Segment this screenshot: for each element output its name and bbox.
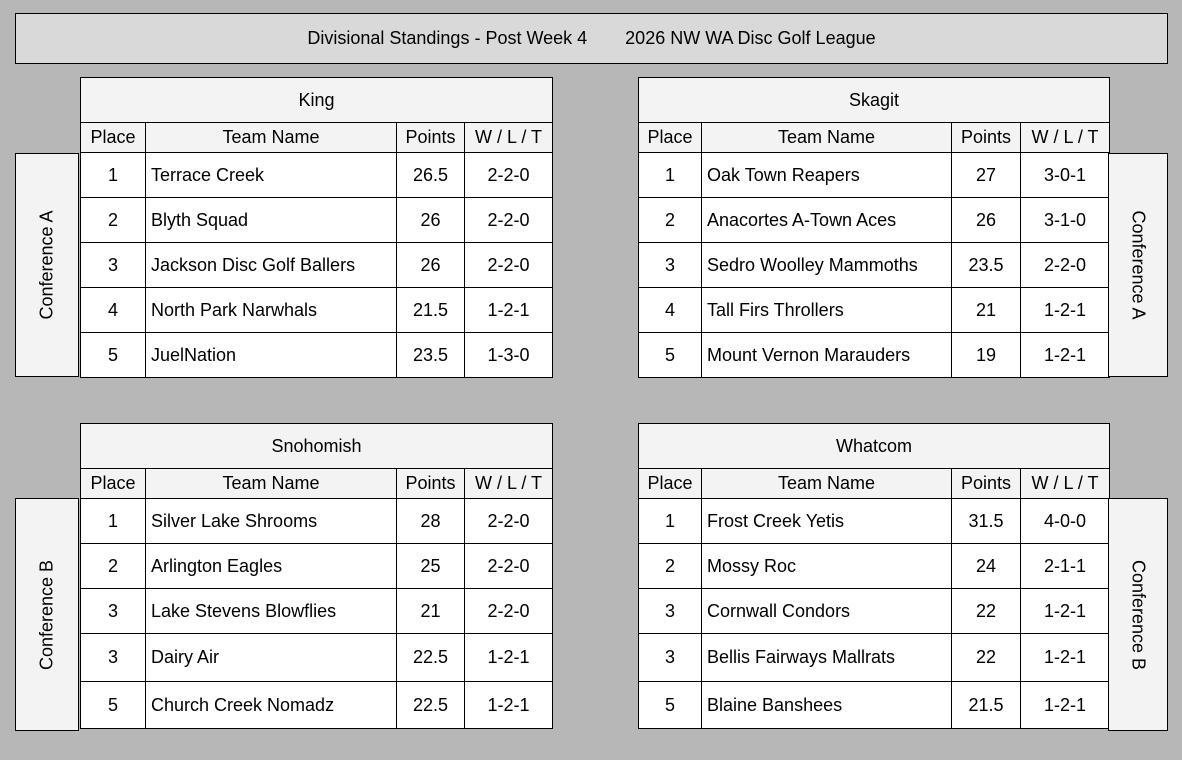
conference-label-whatcom (1108, 498, 1168, 731)
standings-table (638, 77, 1110, 378)
place-cell: 2 (81, 544, 146, 589)
place-cell: 5 (81, 682, 146, 729)
points-cell: 25 (397, 544, 465, 589)
team-cell: JuelNation (146, 333, 397, 378)
header-place: Place (81, 123, 146, 153)
record-cell: 1-2-1 (1021, 682, 1110, 729)
points-cell: 26.5 (397, 153, 465, 198)
table-row (81, 682, 553, 729)
header-points: Points (952, 469, 1021, 499)
points-cell: 26 (397, 198, 465, 243)
record-cell: 2-2-0 (465, 499, 553, 544)
league-title: 2026 NW WA Disc Golf League (625, 28, 876, 48)
points-cell: 21 (397, 589, 465, 634)
division-name: Skagit (639, 78, 1110, 123)
team-cell: Bellis Fairways Mallrats (702, 634, 952, 682)
points-cell: 23.5 (397, 333, 465, 378)
team-cell: Dairy Air (146, 634, 397, 682)
table-row (81, 544, 553, 589)
record-cell: 2-2-0 (465, 153, 553, 198)
table-row (639, 243, 1110, 288)
record-cell: 1-2-1 (1021, 288, 1110, 333)
table-row (639, 589, 1110, 634)
team-cell: Mossy Roc (702, 544, 952, 589)
place-cell: 5 (639, 682, 702, 729)
header-points: Points (397, 123, 465, 153)
team-cell: Jackson Disc Golf Ballers (146, 243, 397, 288)
header-team: Team Name (702, 123, 952, 153)
place-cell: 4 (639, 288, 702, 333)
table-row (81, 288, 553, 333)
place-cell: 3 (81, 589, 146, 634)
table-row (639, 153, 1110, 198)
header-team: Team Name (146, 123, 397, 153)
header-points: Points (397, 469, 465, 499)
team-cell: North Park Narwhals (146, 288, 397, 333)
place-cell: 1 (81, 153, 146, 198)
conference-label-king (15, 153, 79, 377)
record-cell: 2-2-0 (465, 198, 553, 243)
team-cell: Cornwall Condors (702, 589, 952, 634)
points-cell: 22.5 (397, 682, 465, 729)
record-cell: 1-2-1 (1021, 634, 1110, 682)
points-cell: 23.5 (952, 243, 1021, 288)
record-cell: 1-2-1 (1021, 333, 1110, 378)
table-row (639, 499, 1110, 544)
place-cell: 3 (639, 589, 702, 634)
division-snohomish (80, 423, 553, 729)
place-cell: 5 (639, 333, 702, 378)
conference-label-text: Conference B (36, 559, 57, 670)
header-team: Team Name (702, 469, 952, 499)
table-row (81, 243, 553, 288)
record-cell: 2-1-1 (1021, 544, 1110, 589)
place-cell: 3 (81, 634, 146, 682)
record-cell: 3-1-0 (1021, 198, 1110, 243)
header-wlt: W / L / T (1021, 469, 1110, 499)
table-row (639, 333, 1110, 378)
record-cell: 2-2-0 (1021, 243, 1110, 288)
standings-title: Divisional Standings - Post Week 4 (307, 28, 588, 48)
header-points: Points (952, 123, 1021, 153)
table-row (639, 682, 1110, 729)
division-name: Whatcom (639, 424, 1110, 469)
page-title (15, 13, 1168, 64)
team-cell: Tall Firs Throllers (702, 288, 952, 333)
table-row (81, 153, 553, 198)
record-cell: 2-2-0 (465, 243, 553, 288)
points-cell: 28 (397, 499, 465, 544)
record-cell: 2-2-0 (465, 589, 553, 634)
header-wlt: W / L / T (1021, 123, 1110, 153)
points-cell: 26 (397, 243, 465, 288)
team-cell: Silver Lake Shrooms (146, 499, 397, 544)
points-cell: 26 (952, 198, 1021, 243)
record-cell: 4-0-0 (1021, 499, 1110, 544)
record-cell: 3-0-1 (1021, 153, 1110, 198)
team-cell: Blaine Banshees (702, 682, 952, 729)
table-row (81, 634, 553, 682)
place-cell: 1 (639, 499, 702, 544)
division-name: Snohomish (81, 424, 553, 469)
team-cell: Arlington Eagles (146, 544, 397, 589)
team-cell: Terrace Creek (146, 153, 397, 198)
division-king (80, 77, 553, 378)
header-place: Place (639, 469, 702, 499)
header-wlt: W / L / T (465, 469, 553, 499)
points-cell: 21.5 (397, 288, 465, 333)
points-cell: 22 (952, 634, 1021, 682)
place-cell: 4 (81, 288, 146, 333)
team-cell: Blyth Squad (146, 198, 397, 243)
conference-label-snohomish (15, 498, 79, 731)
team-cell: Church Creek Nomadz (146, 682, 397, 729)
points-cell: 22 (952, 589, 1021, 634)
record-cell: 1-2-1 (465, 288, 553, 333)
place-cell: 1 (639, 153, 702, 198)
standings-table (80, 77, 553, 378)
team-cell: Oak Town Reapers (702, 153, 952, 198)
points-cell: 21.5 (952, 682, 1021, 729)
points-cell: 31.5 (952, 499, 1021, 544)
team-cell: Frost Creek Yetis (702, 499, 952, 544)
conference-label-skagit (1108, 153, 1168, 377)
record-cell: 1-2-1 (465, 634, 553, 682)
header-place: Place (639, 123, 702, 153)
record-cell: 1-2-1 (465, 682, 553, 729)
place-cell: 2 (81, 198, 146, 243)
division-whatcom (638, 423, 1110, 729)
table-row (81, 198, 553, 243)
header-wlt: W / L / T (465, 123, 553, 153)
conference-label-text: Conference A (1128, 210, 1149, 320)
team-cell: Lake Stevens Blowflies (146, 589, 397, 634)
points-cell: 19 (952, 333, 1021, 378)
place-cell: 3 (81, 243, 146, 288)
table-row (81, 333, 553, 378)
conference-label-text: Conference B (1128, 559, 1149, 670)
division-skagit (638, 77, 1110, 378)
table-row (81, 499, 553, 544)
record-cell: 1-3-0 (465, 333, 553, 378)
points-cell: 21 (952, 288, 1021, 333)
table-row (639, 544, 1110, 589)
conference-label-text: Conference A (36, 210, 57, 320)
points-cell: 27 (952, 153, 1021, 198)
points-cell: 24 (952, 544, 1021, 589)
points-cell: 22.5 (397, 634, 465, 682)
standings-table (638, 423, 1110, 729)
team-cell: Sedro Woolley Mammoths (702, 243, 952, 288)
place-cell: 2 (639, 198, 702, 243)
place-cell: 3 (639, 634, 702, 682)
header-team: Team Name (146, 469, 397, 499)
table-row (639, 634, 1110, 682)
header-place: Place (81, 469, 146, 499)
record-cell: 1-2-1 (1021, 589, 1110, 634)
place-cell: 2 (639, 544, 702, 589)
table-row (639, 198, 1110, 243)
table-row (639, 288, 1110, 333)
team-cell: Anacortes A-Town Aces (702, 198, 952, 243)
table-row (81, 589, 553, 634)
place-cell: 1 (81, 499, 146, 544)
standings-table (80, 423, 553, 729)
division-name: King (81, 78, 553, 123)
record-cell: 2-2-0 (465, 544, 553, 589)
place-cell: 5 (81, 333, 146, 378)
team-cell: Mount Vernon Marauders (702, 333, 952, 378)
place-cell: 3 (639, 243, 702, 288)
